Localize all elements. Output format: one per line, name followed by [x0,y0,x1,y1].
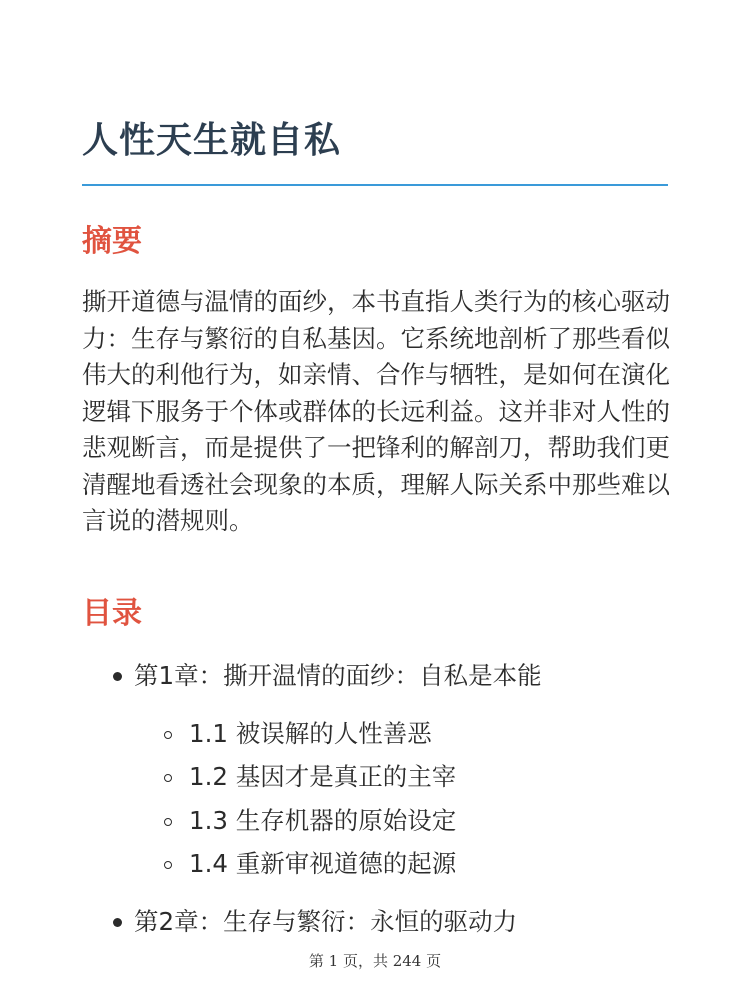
toc-heading: 目录 [82,596,142,631]
bullet-circle-icon [164,774,172,782]
toc-section-1-4[interactable]: 1.4 重新审视道德的起源 [189,849,457,878]
bullet-disc-icon [113,918,122,927]
toc-section-1-1[interactable]: 1.1 被误解的人性善恶 [189,719,432,748]
toc-chapter-2[interactable]: 第2章：生存与繁衍：永恒的驱动力 [134,907,518,936]
bullet-circle-icon [164,818,172,826]
page-number-footer: 第 1 页，共 244 页 [308,952,442,970]
bullet-disc-icon [113,672,122,681]
book-title: 人性天生就自私 [82,120,342,161]
bullet-circle-icon [164,731,172,739]
abstract-heading: 摘要 [82,224,142,259]
toc-section-1-2[interactable]: 1.2 基因才是真正的主宰 [189,762,457,791]
abstract-paragraph: 撕开道德与温情的面纱，本书直指人类行为的核心驱动力：生存与繁衍的自私基因。它系统地剖析了那些看似伟大的利他行为，如亲情、合作与牺牲，是如何在演化逻辑下服务于个体或群体的长远利益。这并非对人性的悲观断言，而是提供了一把锋利的解剖刀，帮助我们更清醒地看透社会现象的本质，理解人际关系中那些难以言说的潜规则。 [82,287,670,535]
toc-chapter-1[interactable]: 第1章：撕开温情的面纱：自私是本能 [134,661,542,690]
toc-section-1-3[interactable]: 1.3 生存机器的原始设定 [189,806,457,835]
bullet-circle-icon [164,861,172,869]
